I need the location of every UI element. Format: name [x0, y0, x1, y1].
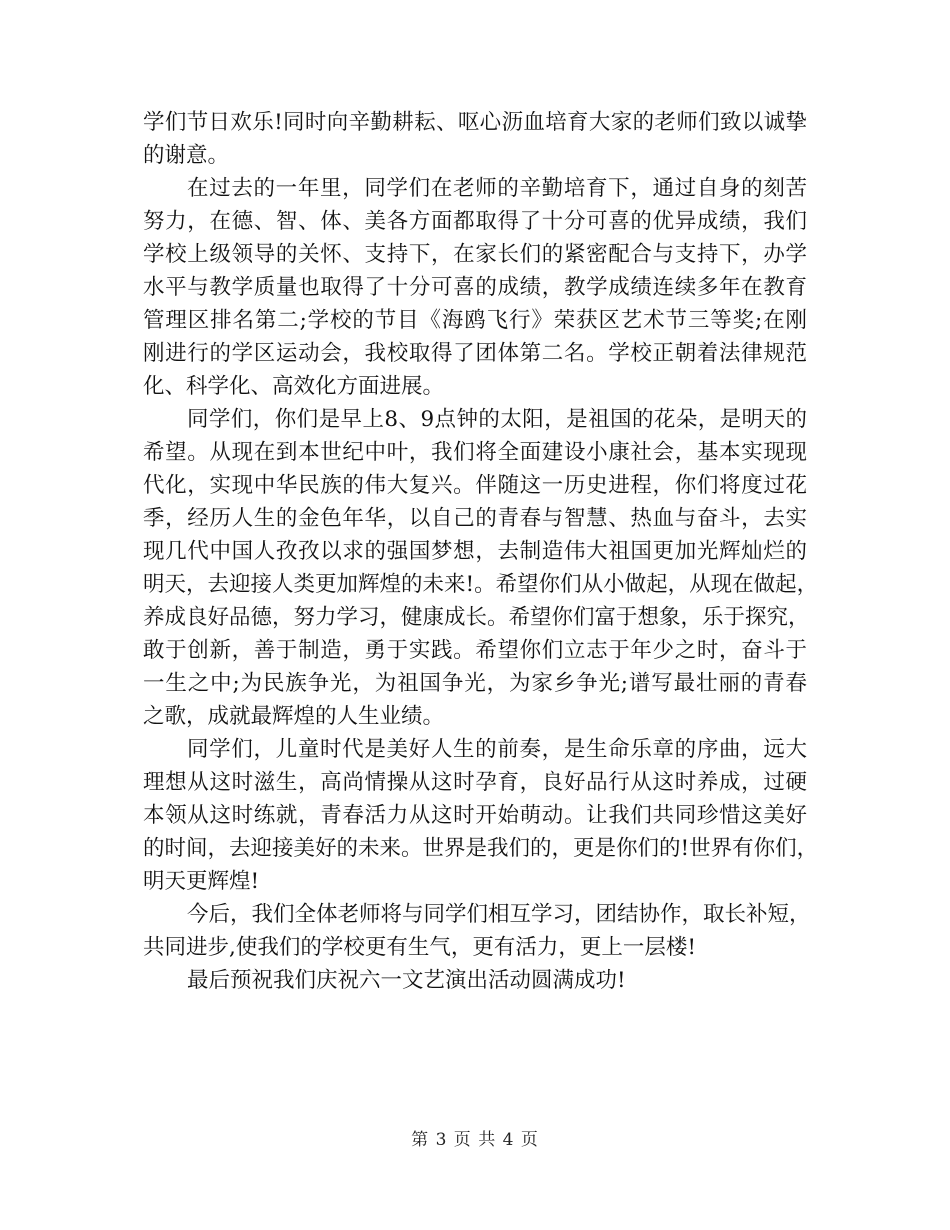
paragraph — [143, 403, 819, 733]
text-line: 之歌，成就最辉煌的人生业绩。 — [143, 704, 445, 729]
page-number-footer: 第 3 页 共 4 页 — [411, 1130, 539, 1150]
text-line: 学们节日欢乐!同时向辛勤耕耘、呕心沥血培育大家的老师们致以诚挚 — [143, 110, 807, 135]
text-line: 养成良好品德，努力学习，健康成长。希望你们富于想象，乐于探究， — [143, 605, 810, 630]
text-line: 在过去的一年里，同学们在老师的辛勤培育下，通过自身的刻苦 — [187, 176, 807, 201]
text-line: 化、科学化、高效化方面进展。 — [143, 374, 445, 399]
text-line: 水平与教学质量也取得了十分可喜的成绩，教学成绩连续多年在教育 — [143, 275, 807, 300]
text-line: 希望。从现在到本世纪中叶，我们将全面建设小康社会，基本实现现 — [143, 440, 807, 465]
text-line: 一生之中;为民族争光，为祖国争光，为家乡争光;谱写最壮丽的青春 — [143, 671, 807, 696]
paragraph — [143, 172, 807, 403]
text-line: 同学们，儿童时代是美好人生的前奏，是生命乐章的序曲，远大 — [187, 737, 807, 762]
text-line: 最后预祝我们庆祝六一文艺演出活动圆满成功! — [187, 968, 626, 993]
paragraph — [143, 106, 807, 172]
paragraph — [143, 898, 811, 964]
text-line: 今后，我们全体老师将与同学们相互学习，团结协作，取长补短， — [187, 902, 811, 927]
text-line: 同学们，你们是早上8、9点钟的太阳，是祖国的花朵，是明天的 — [187, 407, 807, 432]
text-line: 的谢意。 — [143, 143, 230, 168]
paragraph — [143, 733, 819, 898]
text-line: 的时间，去迎接美好的未来。世界是我们的，更是你们的!世界有你们， — [143, 836, 819, 861]
text-line: 努力，在德、智、体、美各方面都取得了十分可喜的优异成绩，我们 — [143, 209, 807, 234]
text-line: 刚进行的学区运动会，我校取得了团体第二名。学校正朝着法律规范 — [143, 341, 807, 366]
paragraph — [143, 964, 807, 997]
text-line: 明天，去迎接人类更加辉煌的未来!。希望你们从小做起，从现在做起， — [143, 572, 819, 597]
text-line: 代化，实现中华民族的伟大复兴。伴随这一历史进程，你们将度过花 — [143, 473, 807, 498]
text-line: 明天更辉煌! — [143, 869, 260, 894]
document-body — [143, 106, 819, 997]
text-line: 管理区排名第二;学校的节目《海鸥飞行》荣获区艺术节三等奖;在刚 — [143, 308, 807, 333]
text-line: 理想从这时滋生，高尚情操从这时孕育，良好品行从这时养成，过硬 — [143, 770, 807, 795]
text-line: 本领从这时练就，青春活力从这时开始萌动。让我们共同珍惜这美好 — [143, 803, 807, 828]
text-line: 季，经历人生的金色年华，以自己的青春与智慧、热血与奋斗，去实 — [143, 506, 807, 531]
text-line: 敢于创新，善于制造，勇于实践。希望你们立志于年少之时，奋斗于 — [143, 638, 807, 663]
text-line: 共同进步,使我们的学校更有生气，更有活力，更上一层楼! — [143, 935, 696, 960]
text-line: 学校上级领导的关怀、支持下，在家长们的紧密配合与支持下，办学 — [143, 242, 807, 267]
text-line: 现几代中国人孜孜以求的强国梦想，去制造伟大祖国更加光辉灿烂的 — [143, 539, 807, 564]
